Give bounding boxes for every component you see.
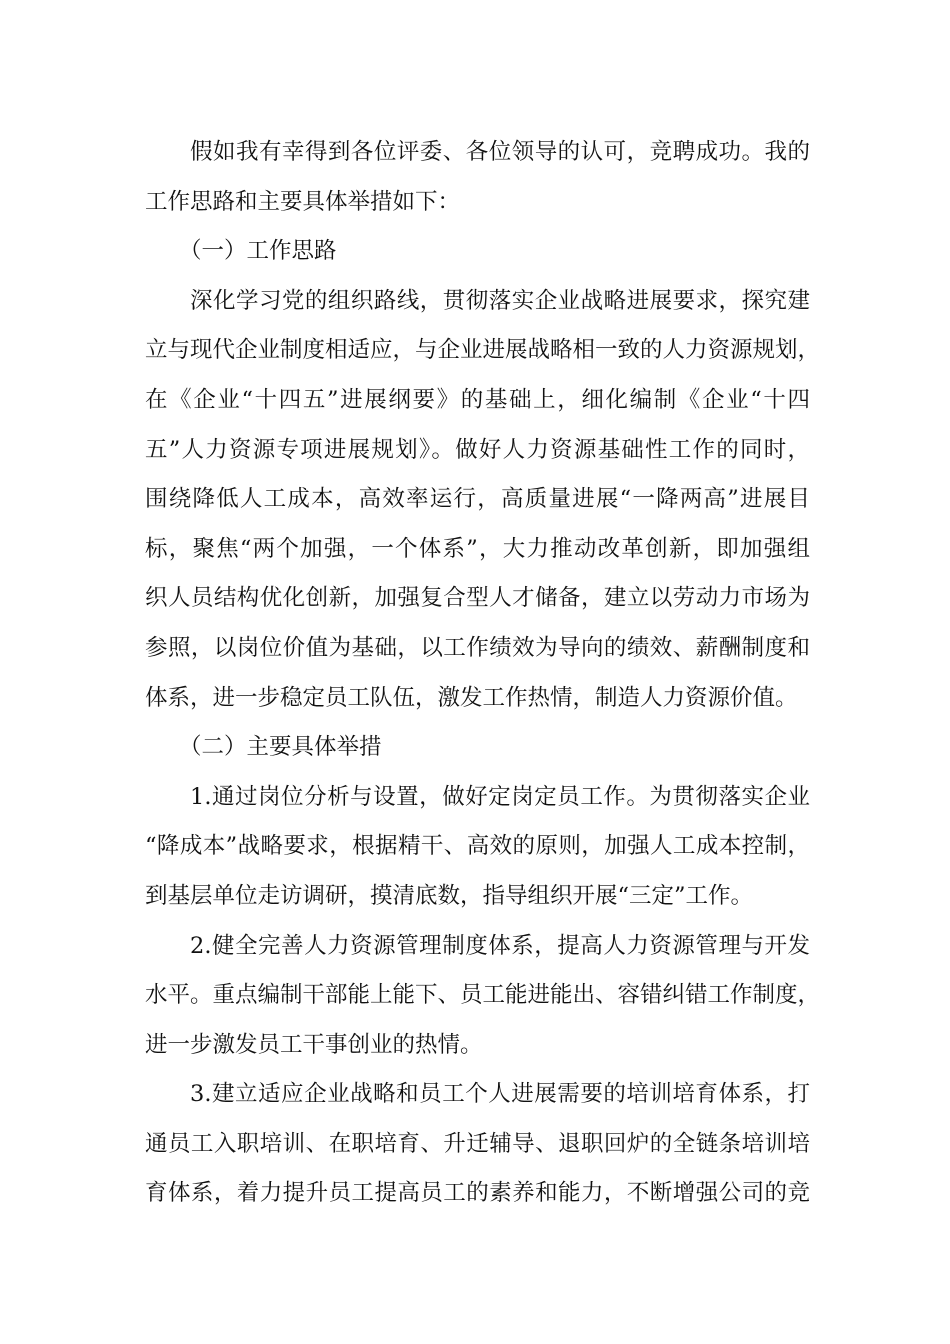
measure-1-paragraph xyxy=(145,773,810,922)
text-line: 五”人力资源专项进展规划》。做好人力资源基础性工作的同时， xyxy=(145,436,810,463)
text-line: 假如我有幸得到各位评委、各位领导的认可，竞聘成功。我的 xyxy=(190,139,810,165)
section-heading-approach xyxy=(145,227,810,277)
text-line: 1.通过岗位分析与设置，做好定岗定员工作。为贯彻落实企业 xyxy=(190,783,810,810)
text-line: 通员工入职培训、在职培育、升迁辅导、退职回炉的全链条培训培 xyxy=(145,1130,810,1157)
document-body xyxy=(145,128,821,1219)
text-line: 水平。重点编制干部能上能下、员工能进能出、容错纠错工作制度， xyxy=(145,982,821,1009)
text-line: “降成本”战略要求，根据精干、高效的原则，加强人工成本控制， xyxy=(145,833,810,860)
text-line: 参照，以岗位价值为基础，以工作绩效为导向的绩效、薪酬制度和 xyxy=(145,634,810,661)
text-line: 2.健全完善人力资源管理制度体系，提高人力资源管理与开发 xyxy=(190,932,810,959)
text-line: 体系，进一步稳定员工队伍，激发工作热情，制造人力资源价值。 xyxy=(145,684,798,711)
approach-paragraph xyxy=(145,277,821,723)
text-line: 进一步激发员工干事创业的热情。 xyxy=(145,1031,483,1058)
text-line: 在《企业“十四五”进展纲要》的基础上，细化编制《企业“十四 xyxy=(145,386,810,413)
text-line: 织人员结构优化创新，加强复合型人才储备，建立以劳动力市场为 xyxy=(145,585,810,612)
text-line: 育体系，着力提升员工提高员工的素养和能力，不断增强公司的竞 xyxy=(145,1180,810,1207)
text-line: 3.建立适应企业战略和员工个人进展需要的培训培育体系，打 xyxy=(190,1081,810,1108)
text-line: 围绕降低人工成本，高效率运行，高质量进展“一降两高”进展目 xyxy=(145,486,810,513)
measure-2-paragraph xyxy=(145,922,821,1071)
text-line: 工作思路和主要具体举措如下： xyxy=(145,188,461,215)
measure-3-paragraph xyxy=(145,1070,810,1219)
text-line: 立与现代企业制度相适应，与企业进展战略相一致的人力资源规划， xyxy=(145,337,821,364)
section-heading-text: （一）工作思路 xyxy=(179,238,337,265)
section-heading-measures xyxy=(145,723,810,773)
text-line: 到基层单位走访调研，摸清底数，指导组织开展“三定”工作。 xyxy=(145,882,754,909)
text-line: 深化学习党的组织路线，贯彻落实企业战略进展要求，探究建 xyxy=(190,287,810,314)
section-heading-text: （二）主要具体举措 xyxy=(179,734,382,761)
text-line: 标，聚焦“两个加强，一个体系”，大力推动改革创新，即加强组 xyxy=(145,535,810,562)
intro-paragraph xyxy=(145,128,810,227)
